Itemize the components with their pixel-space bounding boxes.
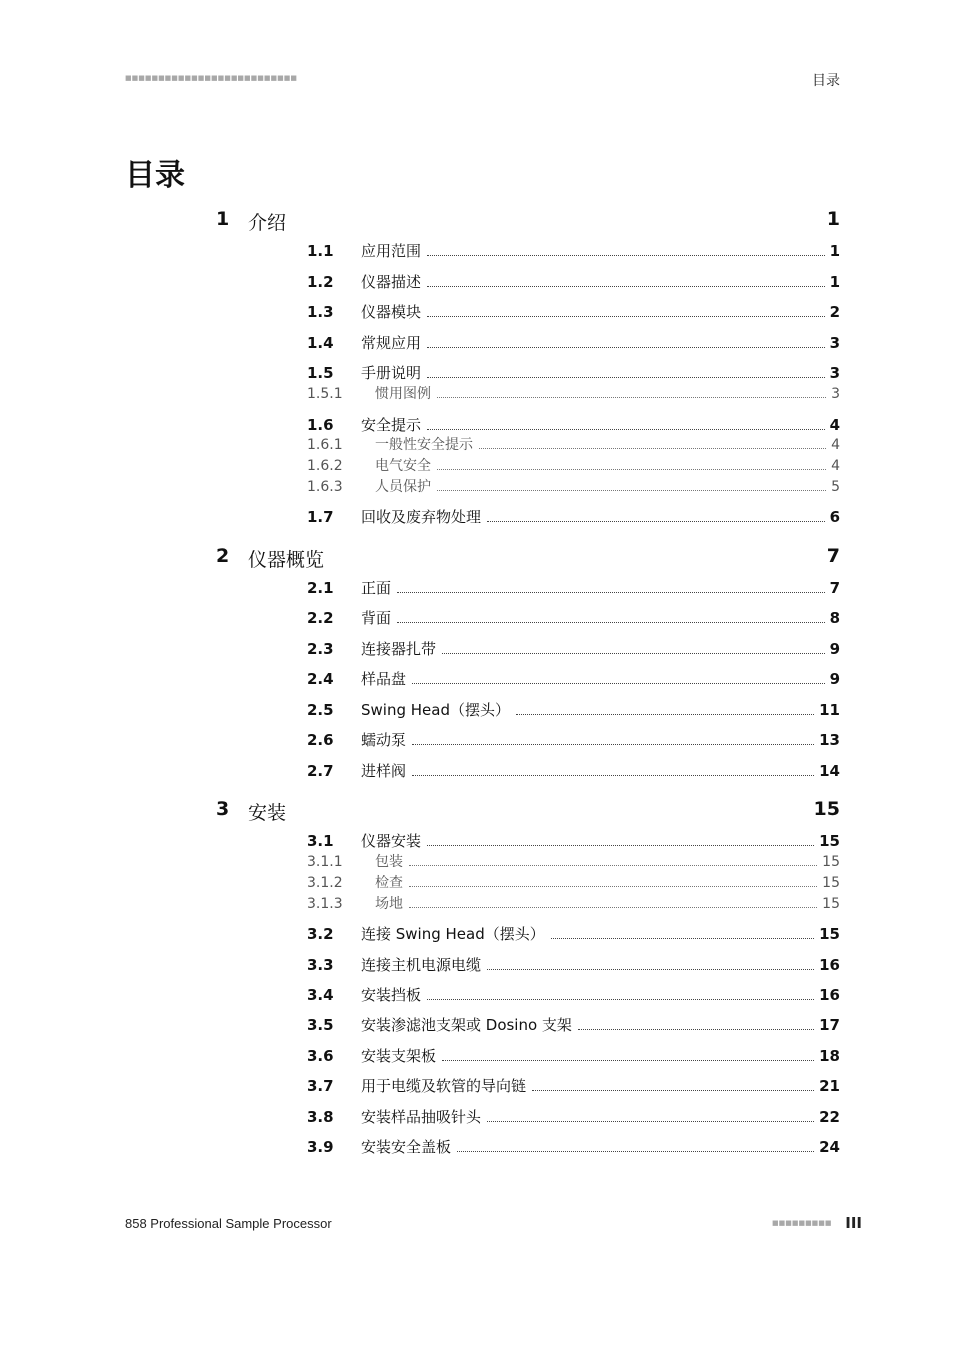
toc-number: 1.2 (307, 273, 334, 291)
toc-title: 安装挡板 (361, 986, 422, 1004)
toc-number: 3.6 (307, 1047, 334, 1065)
toc-page: 1 (829, 273, 840, 291)
toc-page: 3 (829, 364, 840, 382)
toc-page: 15 (819, 832, 840, 850)
toc-page: 7 (829, 579, 840, 597)
toc-chapter[interactable] (216, 545, 840, 571)
toc-page: 15 (822, 875, 840, 891)
toc-number: 3.1.3 (307, 896, 343, 912)
toc-page: 15 (822, 896, 840, 912)
toc-subsection[interactable] (307, 851, 840, 869)
toc-leader-dots (479, 447, 826, 449)
toc-section[interactable] (307, 301, 840, 321)
toc-page: 15 (822, 854, 840, 870)
toc-number: 1.7 (307, 508, 334, 526)
toc-title: 场地 (375, 896, 403, 912)
toc-number: 1.5.1 (307, 386, 343, 402)
toc-section[interactable] (307, 760, 840, 780)
toc-number: 1.6.2 (307, 458, 343, 474)
toc-number: 2.4 (307, 670, 334, 688)
toc-leader-dots (397, 591, 825, 593)
toc-section[interactable] (307, 240, 840, 260)
toc-title: 进样阀 (361, 762, 407, 780)
toc-section[interactable] (307, 984, 840, 1004)
toc-leader-dots (578, 1028, 814, 1030)
toc-section[interactable] (307, 607, 840, 627)
toc-section[interactable] (307, 506, 840, 526)
toc-leader-dots (427, 844, 814, 846)
toc-title: 仪器模块 (361, 303, 422, 321)
toc-page: 5 (831, 479, 840, 495)
toc-number: 1 (216, 208, 230, 230)
header-decoration: ■■■■■■■■■■■■■■■■■■■■■■■■■■ (125, 74, 297, 82)
toc-number: 1.6.3 (307, 479, 343, 495)
toc-page: 4 (831, 437, 840, 453)
toc-page: 4 (831, 458, 840, 474)
toc-title: 安装安全盖板 (361, 1138, 452, 1156)
toc-leader-dots (437, 396, 826, 398)
toc-title: 应用范围 (361, 242, 422, 260)
running-header-title: 目录 (812, 73, 840, 89)
toc-title: 仪器概览 (248, 549, 325, 571)
toc-number: 1.3 (307, 303, 334, 321)
toc-number: 3.1.2 (307, 875, 343, 891)
toc-leader-dots (551, 937, 814, 939)
toc-page: 15 (819, 925, 840, 943)
toc-section[interactable] (307, 332, 840, 352)
toc-title: 一般性安全提示 (375, 437, 473, 453)
toc-section[interactable] (307, 414, 840, 434)
toc-subsection[interactable] (307, 383, 840, 401)
toc-section[interactable] (307, 729, 840, 749)
toc-subsection[interactable] (307, 872, 840, 890)
footer-product-name: 858 Professional Sample Processor (125, 1216, 332, 1231)
toc-page: 9 (829, 640, 840, 658)
toc-leader-dots (427, 315, 825, 317)
toc-title: 惯用图例 (375, 386, 431, 402)
toc-page: 16 (819, 986, 840, 1004)
toc-leader-dots (442, 652, 825, 654)
toc-number: 3.1 (307, 832, 334, 850)
toc-section[interactable] (307, 271, 840, 291)
toc-page: 9 (829, 670, 840, 688)
toc-section[interactable] (307, 699, 840, 719)
toc-page: 7 (826, 545, 840, 567)
toc-page: 16 (819, 956, 840, 974)
toc-title: 安装样品抽吸针头 (361, 1108, 482, 1126)
toc-leader-dots (397, 621, 825, 623)
toc-number: 3.1.1 (307, 854, 343, 870)
toc-title: 样品盘 (361, 670, 407, 688)
toc-leader-dots (442, 1059, 814, 1061)
toc-page: 21 (819, 1077, 840, 1095)
toc-leader-dots (412, 743, 814, 745)
toc-section[interactable] (307, 1136, 840, 1156)
toc-title: 连接主机电源电缆 (361, 956, 482, 974)
toc-number: 2.1 (307, 579, 334, 597)
toc-page: 24 (819, 1138, 840, 1156)
footer-page-number: III (845, 1214, 862, 1232)
toc-leader-dots (457, 1150, 814, 1152)
toc-section[interactable] (307, 577, 840, 597)
page-title: 目录 (125, 158, 185, 193)
toc-title: 常规应用 (361, 334, 422, 352)
toc-number: 2.2 (307, 609, 334, 627)
toc-title: 回收及废弃物处理 (361, 508, 482, 526)
toc-section[interactable] (307, 1014, 840, 1034)
toc-section[interactable] (307, 1106, 840, 1126)
toc-title: 背面 (361, 609, 392, 627)
toc-leader-dots (516, 713, 814, 715)
toc-title: 包装 (375, 854, 403, 870)
toc-page: 11 (819, 701, 840, 719)
toc-page: 1 (829, 242, 840, 260)
toc-leader-dots (532, 1089, 814, 1091)
footer-decoration: ■■■■■■■■■ (772, 1219, 832, 1227)
toc-subsection[interactable] (307, 455, 840, 473)
toc-title: 正面 (361, 579, 392, 597)
toc-title: Swing Head（摆头） (361, 701, 510, 719)
toc-page: 3 (831, 386, 840, 402)
toc-page: 6 (829, 508, 840, 526)
toc-number: 3.2 (307, 925, 334, 943)
toc-title: 蠕动泵 (361, 731, 407, 749)
toc-number: 2.5 (307, 701, 334, 719)
toc-number: 3.3 (307, 956, 334, 974)
toc-title: 电气安全 (375, 458, 431, 474)
toc-title: 连接器扎带 (361, 640, 437, 658)
toc-number: 3 (216, 798, 230, 820)
toc-title: 安装支架板 (361, 1047, 437, 1065)
toc-page: 2 (829, 303, 840, 321)
toc-number: 3.4 (307, 986, 334, 1004)
toc-number: 2.7 (307, 762, 334, 780)
toc-number: 1.5 (307, 364, 334, 382)
toc-leader-dots (437, 489, 826, 491)
toc-page: 13 (819, 731, 840, 749)
toc-page: 3 (829, 334, 840, 352)
toc-title: 手册说明 (361, 364, 422, 382)
toc-leader-dots (409, 885, 817, 887)
toc-leader-dots (427, 376, 825, 378)
toc-number: 2.6 (307, 731, 334, 749)
toc-section[interactable] (307, 954, 840, 974)
toc-leader-dots (427, 428, 825, 430)
toc-leader-dots (412, 682, 825, 684)
toc-title: 连接 Swing Head（摆头） (361, 925, 545, 943)
toc-number: 3.5 (307, 1016, 334, 1034)
toc-number: 1.6.1 (307, 437, 343, 453)
toc-number: 1.4 (307, 334, 334, 352)
toc-section[interactable] (307, 830, 840, 850)
toc-title: 安装 (248, 802, 287, 824)
toc-leader-dots (487, 1120, 814, 1122)
toc-page: 18 (819, 1047, 840, 1065)
toc-subsection[interactable] (307, 434, 840, 452)
toc-chapter[interactable] (216, 798, 840, 824)
toc-chapter[interactable] (216, 208, 840, 234)
toc-page: 17 (819, 1016, 840, 1034)
toc-section[interactable] (307, 362, 840, 382)
toc-title: 仪器描述 (361, 273, 422, 291)
toc-leader-dots (409, 906, 817, 908)
toc-page: 8 (829, 609, 840, 627)
toc-page: 15 (813, 798, 840, 820)
toc-number: 3.9 (307, 1138, 334, 1156)
toc-title: 用于电缆及软管的导向链 (361, 1077, 527, 1095)
toc-number: 1.1 (307, 242, 334, 260)
toc-section[interactable] (307, 1075, 840, 1095)
toc-leader-dots (409, 864, 817, 866)
toc-leader-dots (427, 998, 814, 1000)
toc-title: 介绍 (248, 212, 287, 234)
toc-number: 3.8 (307, 1108, 334, 1126)
toc-page: 22 (819, 1108, 840, 1126)
toc-title: 安全提示 (361, 416, 422, 434)
toc-section[interactable] (307, 923, 840, 943)
toc-section[interactable] (307, 668, 840, 688)
toc-leader-dots (437, 468, 826, 470)
toc-title: 仪器安装 (361, 832, 422, 850)
toc-leader-dots (487, 520, 825, 522)
toc-leader-dots (427, 285, 825, 287)
toc-section[interactable] (307, 638, 840, 658)
toc-leader-dots (487, 968, 814, 970)
toc-number: 2.3 (307, 640, 334, 658)
toc-number: 1.6 (307, 416, 334, 434)
toc-number: 2 (216, 545, 230, 567)
toc-title: 人员保护 (375, 479, 431, 495)
toc-title: 检查 (375, 875, 403, 891)
toc-page: 4 (829, 416, 840, 434)
toc-subsection[interactable] (307, 893, 840, 911)
toc-leader-dots (427, 254, 825, 256)
toc-number: 3.7 (307, 1077, 334, 1095)
toc-title: 安装渗滤池支架或 Dosino 支架 (361, 1016, 572, 1034)
toc-leader-dots (427, 346, 825, 348)
toc-subsection[interactable] (307, 476, 840, 494)
toc-page: 1 (826, 208, 840, 230)
toc-page: 14 (819, 762, 840, 780)
toc-leader-dots (412, 774, 814, 776)
toc-section[interactable] (307, 1045, 840, 1065)
